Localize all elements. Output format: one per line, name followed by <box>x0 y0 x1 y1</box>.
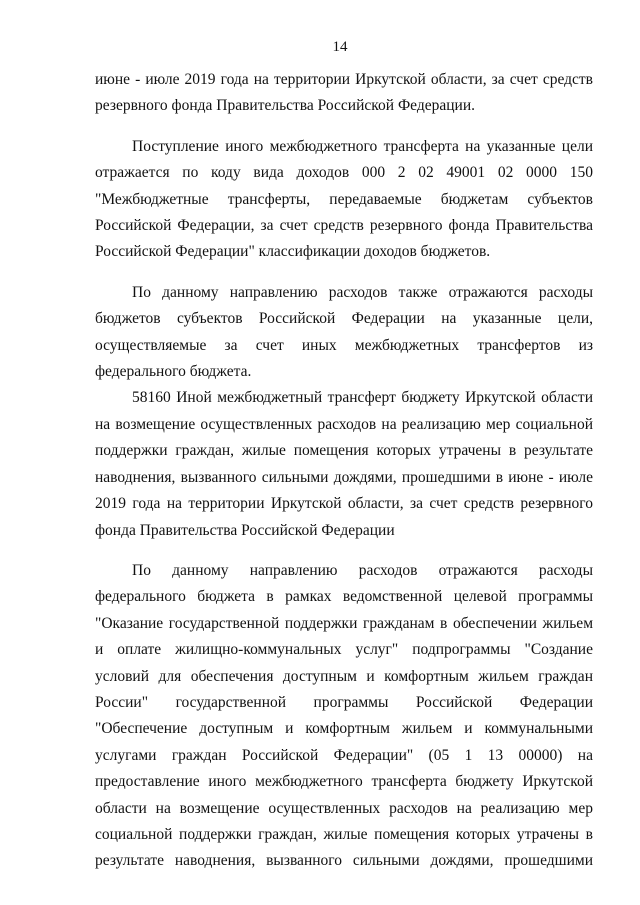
paragraph-subject-budgets: По данному направлению расходов также отражаются расходы бюджетов субъектов Российской Федерации на указанные цели, осуществляемые за счет иных межбюджетных трансфертов из федерального бюджета. <box>95 283 593 381</box>
paragraph-continuation: июне - июле 2019 года на территории Иркутской области, за счет средств резервного фонда Правительства Российской Федерации. <box>95 71 593 115</box>
document-body <box>95 67 593 875</box>
paragraph-federal-expenses: По данному направлению расходов отражаются расходы федерального бюджета в рамках ведомственной целевой программы "Оказание государственной поддержки гражданам в обеспечении жильем и оплате жилищно-коммунальных услуг" подпрограммы "Создание условий для обеспечения доступным и комфортным жильем граждан России" государственной программы Российской Федерации "Обеспечение доступным и комфортным жильем и коммунальными услугами граждан Российской Федерации" (05 1 13 00000) на предоставление иного межбюджетного трансферта бюджету Иркутской области на возмещение осуществленных расходов на реализацию мер социальной поддержки граждан, жилые помещения которых утрачены в результате наводнения, вызванного сильными дождями, прошедшими <box>95 561 593 870</box>
paragraph-income-code: Поступление иного межбюджетного трансферта на указанные цели отражается по коду вида доходов 000 2 02 49001 02 0000 150 "Межбюджетные трансферты, передаваемые бюджетам субъектов Российской Федерации, за счет средств резервного фонда Правительства Российской Федерации" классификации доходов бюджетов. <box>95 137 593 261</box>
page-number: 14 <box>332 39 348 55</box>
paragraph-code-58160: 58160 Иной межбюджетный трансферт бюджету Иркутской области на возмещение осуществленных расходов на реализацию мер социальной поддержки граждан, жилые помещения которых утрачены в результате наводнения, вызванного сильными дождями, прошедшими в июне - июле 2019 года на территории Иркутской области, за счет средств резервного фонда Правительства Российской Федерации <box>95 389 593 539</box>
